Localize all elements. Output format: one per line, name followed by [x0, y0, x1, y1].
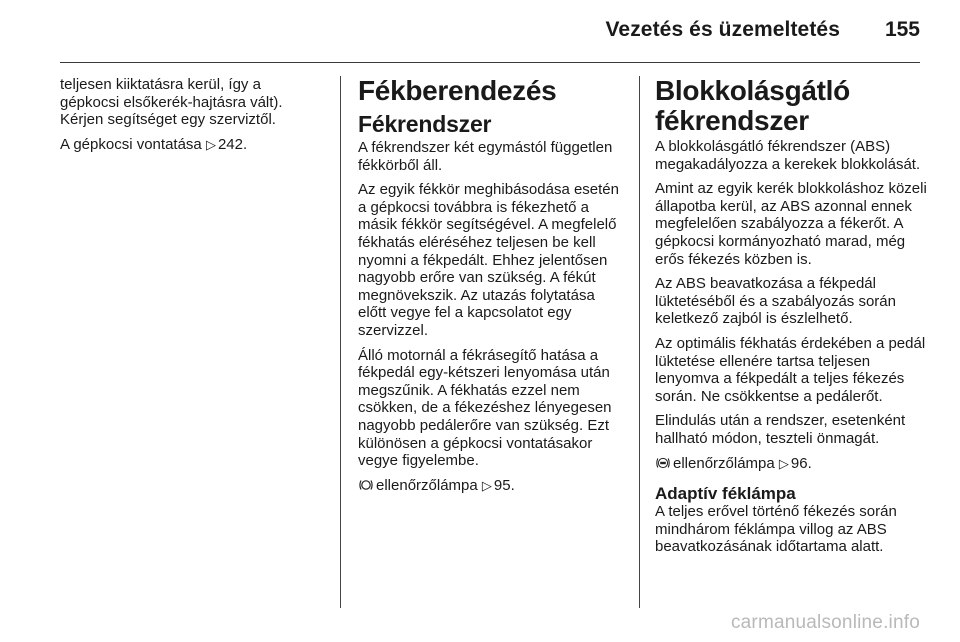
section-title-abs — [655, 76, 927, 136]
section-title-line-1: Blokkolásgátló — [655, 75, 850, 106]
reference-text: A gépkocsi vontatása — [60, 135, 202, 153]
triangle-right-outline-icon[interactable]: ▷ — [778, 455, 789, 471]
paragraph: A teljes erővel történő fékezés során mindhárom féklámpa villog az ABS beavatkozásának időtartama alatt. — [655, 503, 897, 556]
reference-paragraph — [358, 477, 626, 495]
paragraph: Álló motornál a fékrásegítő hatása a fékpedál egy-kétszeri lenyomása után megszűnik. A fékhatás ezzel nem csökken, de a fékezéshez lényegesen nagyobb pedálerőre van szükség. Ezt különösen a gépkocsi vontatásakor vegye figyelembe. — [358, 346, 612, 470]
reference-paragraph — [60, 136, 322, 154]
section-title-line-2: fékrendszer — [655, 105, 809, 136]
paragraph: A fékrendszer két egymástól független fékkörből áll. — [358, 139, 613, 174]
reference-text: ellenőrzőlámpa — [673, 454, 775, 472]
column-divider-right — [639, 76, 640, 608]
column-left — [60, 76, 322, 160]
subsection-title-brake-system: Fékrendszer — [358, 111, 492, 137]
paragraph: Az optimális fékhatás érdekében a pedál lüktetése ellenére tartsa teljesen lenyomva a fékpedált a teljes fékezés során. Ne csökkentse a pedálerőt. — [655, 334, 926, 405]
reference-page[interactable]: 96. — [790, 454, 812, 472]
subsection-title-adaptive-brake-light: Adaptív féklámpa — [655, 484, 796, 504]
abs-warning-lamp-icon — [655, 457, 671, 469]
column-right — [655, 76, 927, 563]
paragraph: Amint az egyik kerék blokkoláshoz közeli állapotba kerül, az ABS azonnal ennek megfelelően szabályozza a fékerőt. A gépkocsi kormányozható marad, még erős fékezés közben is. — [655, 180, 927, 268]
paragraph: Az ABS beavatkozása a fékpedál lüktetéséből és a szabályozás során keletkező zajból is észlelhető. — [655, 275, 896, 328]
page-number: 155 — [884, 18, 920, 41]
column-middle — [358, 76, 626, 501]
watermark: carmanualsonline.info — [730, 612, 920, 633]
paragraph: Elindulás után a rendszer, esetenként hallható módon, teszteli önmagát. — [655, 412, 906, 447]
triangle-right-outline-icon[interactable]: ▷ — [481, 477, 492, 493]
page-header — [60, 0, 920, 63]
reference-paragraph — [655, 455, 927, 473]
paragraph: teljesen kiiktatásra kerül, így a gépkocsi elsőkerék-hajtásra vált). Kérjen segítséget egy szerviztől. — [60, 76, 283, 129]
page-header-title: Vezetés és üzemeltetés — [605, 18, 840, 41]
reference-page[interactable]: 95. — [493, 476, 515, 494]
column-divider-left — [340, 76, 341, 608]
reference-text: ellenőrzőlámpa — [376, 476, 478, 494]
paragraph: A blokkolásgátló fékrendszer (ABS) megakadályozza a kerekek blokkolását. — [655, 138, 921, 173]
reference-page[interactable]: 242. — [217, 135, 248, 153]
section-title-brakes: Fékberendezés — [358, 75, 557, 106]
triangle-right-outline-icon[interactable]: ▷ — [205, 136, 216, 152]
paragraph: Az egyik fékkör meghibásodása esetén a gépkocsi továbbra is fékezhető a másik fékkör segítségével. A megfelelő fékhatás eléréséhez teljesen be kell nyomni a fékpedált. Ehhez jelentősen nagyobb erőre van szükség. A fékút megnövekszik. Az utazás folytatása előtt vegye fel a kapcsolatot egy szervizzel. — [358, 181, 619, 339]
brake-warning-lamp-icon — [358, 479, 374, 491]
